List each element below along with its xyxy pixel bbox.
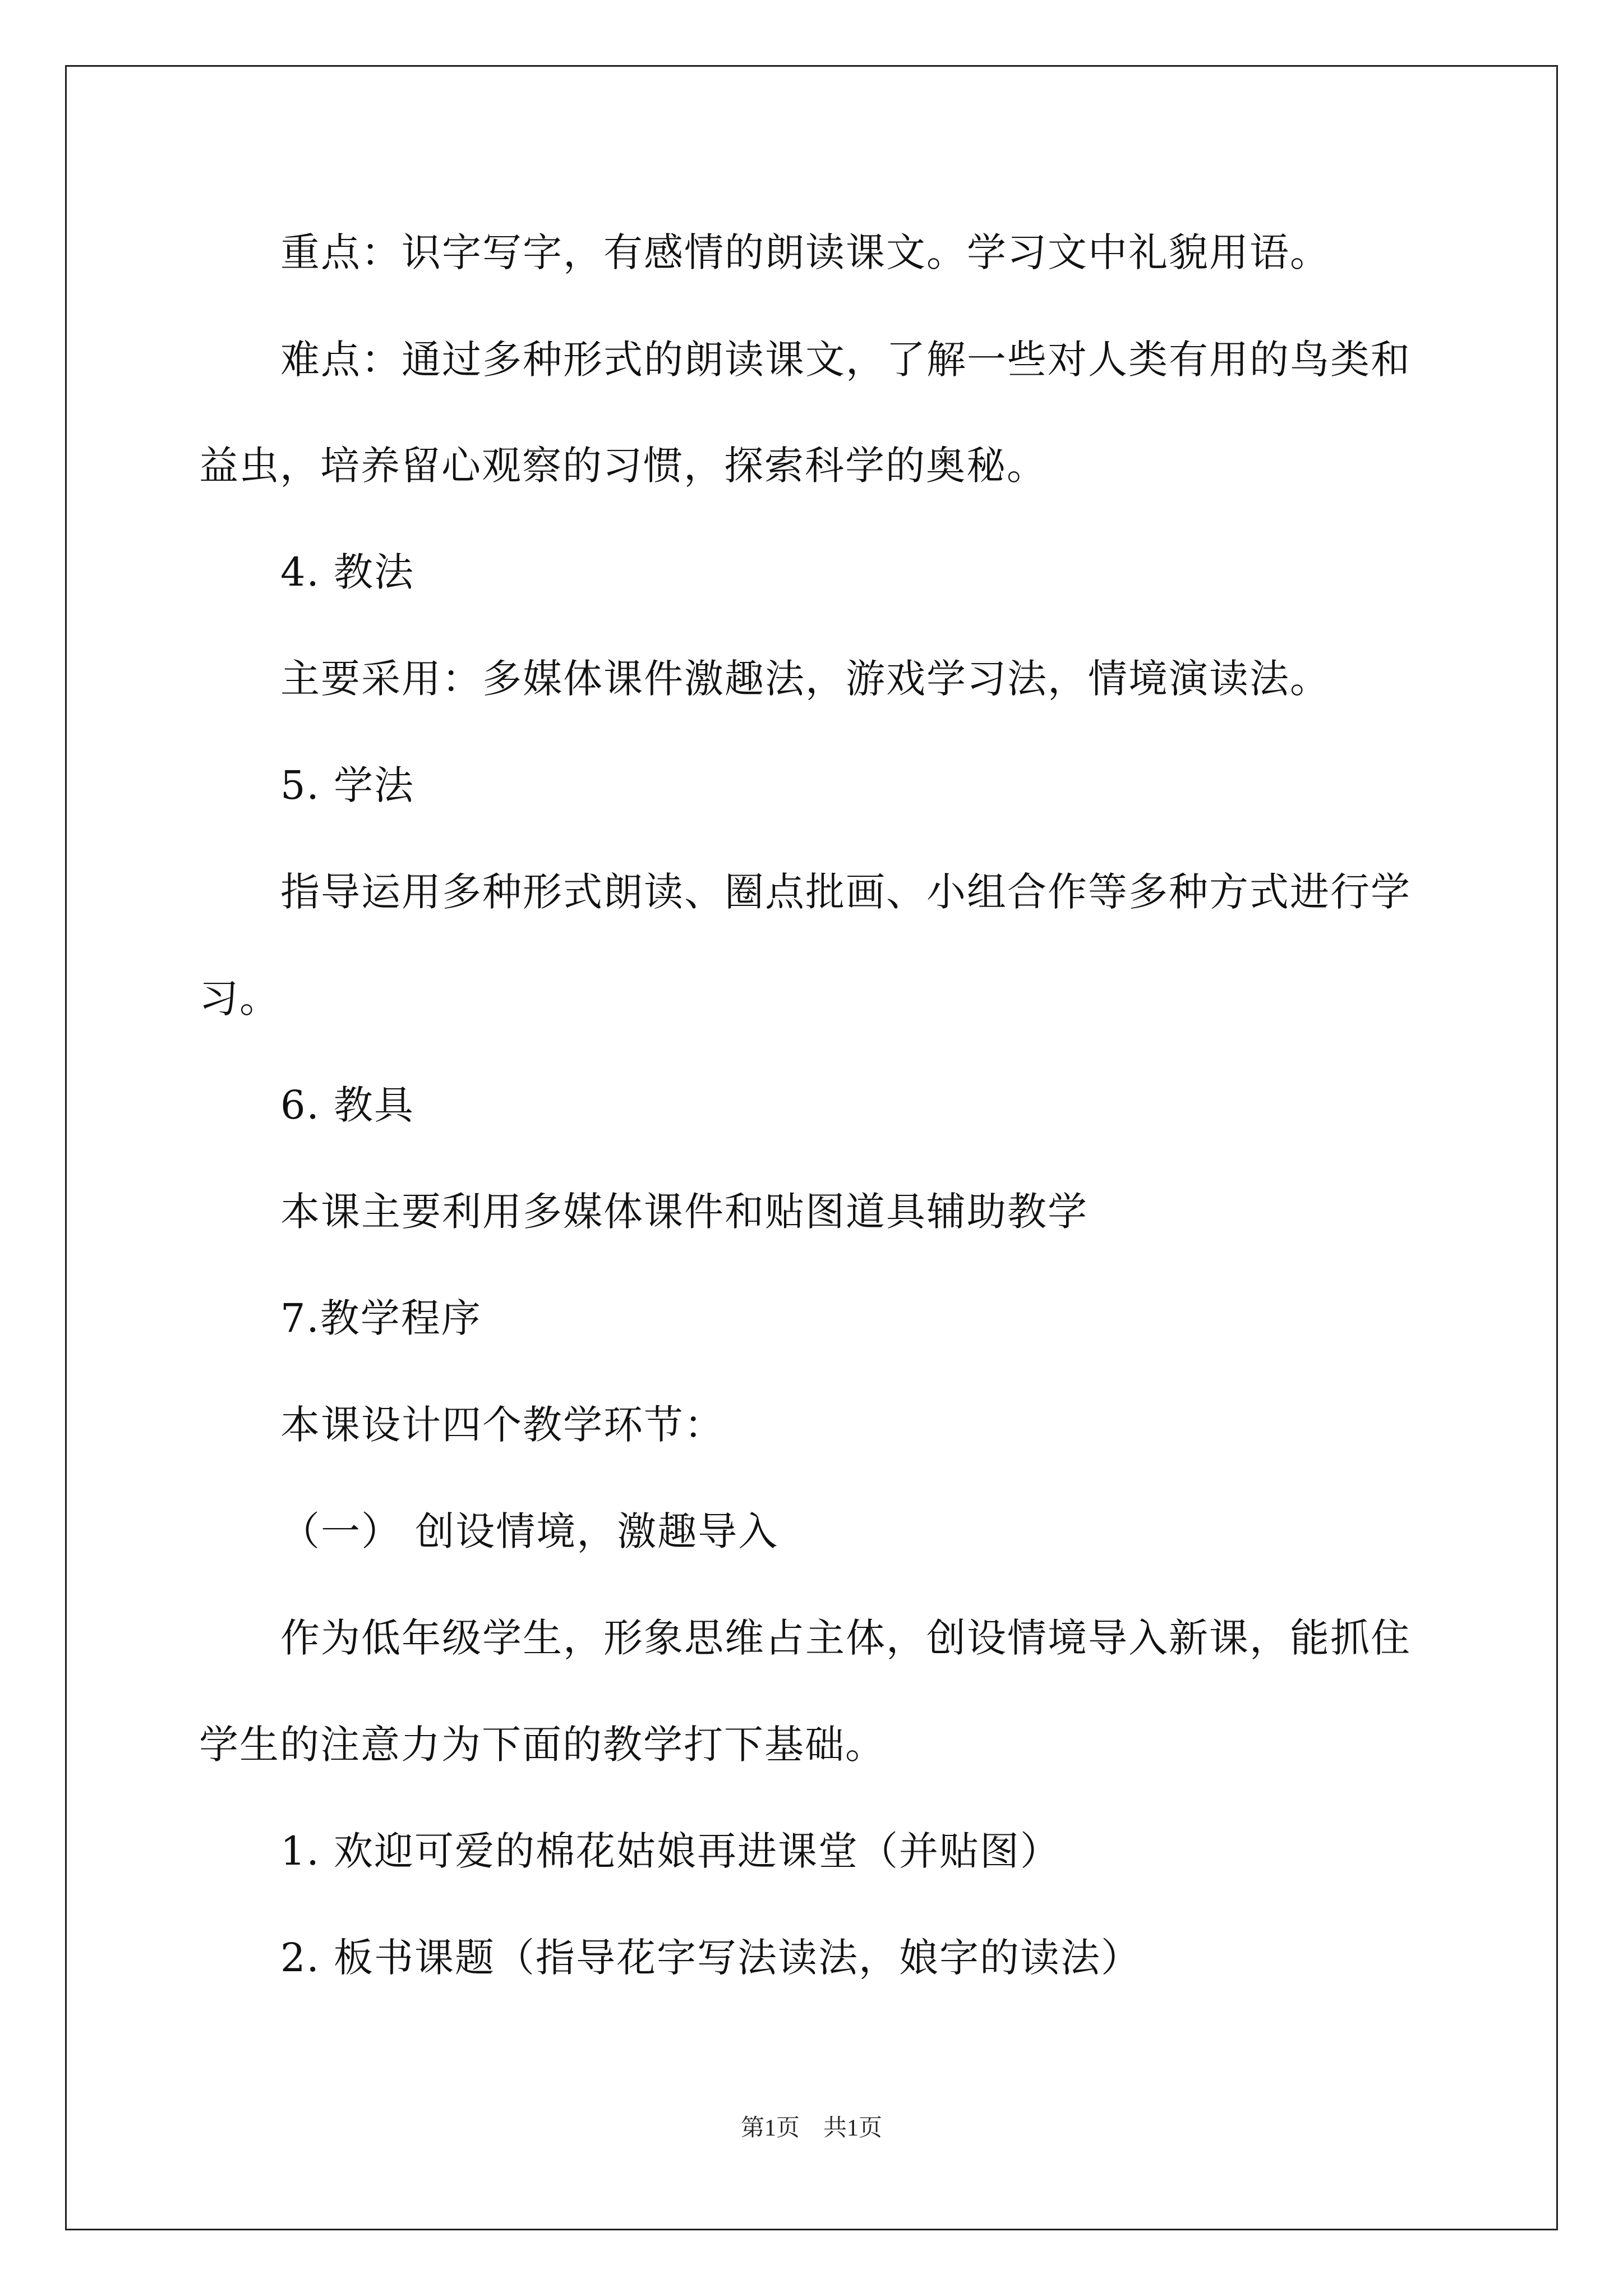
paragraph-teaching-method: 主要采用：多媒体课件激趣法，游戏学习法，情境演读法。	[280, 656, 1330, 702]
paragraph-learning-method: 指导运用多种形式朗读、圈点批画、小组合作等多种方式进行学	[280, 869, 1411, 915]
paragraph-section-one: 作为低年级学生，形象思维占主体，创设情境导入新课，能抓住	[280, 1615, 1411, 1661]
heading-teaching-procedure: 7.教学程序	[280, 1295, 482, 1341]
list-item-2: 2. 板书课题（指导花字写法读法，娘字的读法）	[280, 1935, 1142, 1981]
page-number-footer: 第1页 共1页	[740, 2115, 882, 2141]
heading-learning-method: 5. 学法	[280, 762, 415, 808]
heading-teaching-aids: 6. 教具	[280, 1082, 415, 1128]
heading-teaching-method: 4. 教法	[280, 549, 415, 595]
heading-section-one: （一） 创设情境，激趣导入	[280, 1508, 779, 1554]
paragraph-learning-method-cont: 习。	[199, 976, 280, 1022]
paragraph-key-points: 重点：识字写字，有感情的朗读课文。学习文中礼貌用语。	[280, 229, 1330, 275]
paragraph-procedure-intro: 本课设计四个教学环节：	[280, 1402, 725, 1448]
paragraph-section-one-cont: 学生的注意力为下面的教学打下基础。	[199, 1722, 886, 1768]
list-item-1: 1. 欢迎可爱的棉花姑娘再进课堂（并贴图）	[280, 1828, 1061, 1874]
page-border	[65, 65, 1558, 2230]
paragraph-teaching-aids: 本课主要利用多媒体课件和贴图道具辅助教学	[280, 1189, 1088, 1235]
paragraph-difficulties: 难点：通过多种形式的朗读课文，了解一些对人类有用的鸟类和	[280, 337, 1411, 383]
paragraph-difficulties-cont: 益虫，培养留心观察的习惯，探索科学的奥秘。	[199, 443, 1047, 489]
